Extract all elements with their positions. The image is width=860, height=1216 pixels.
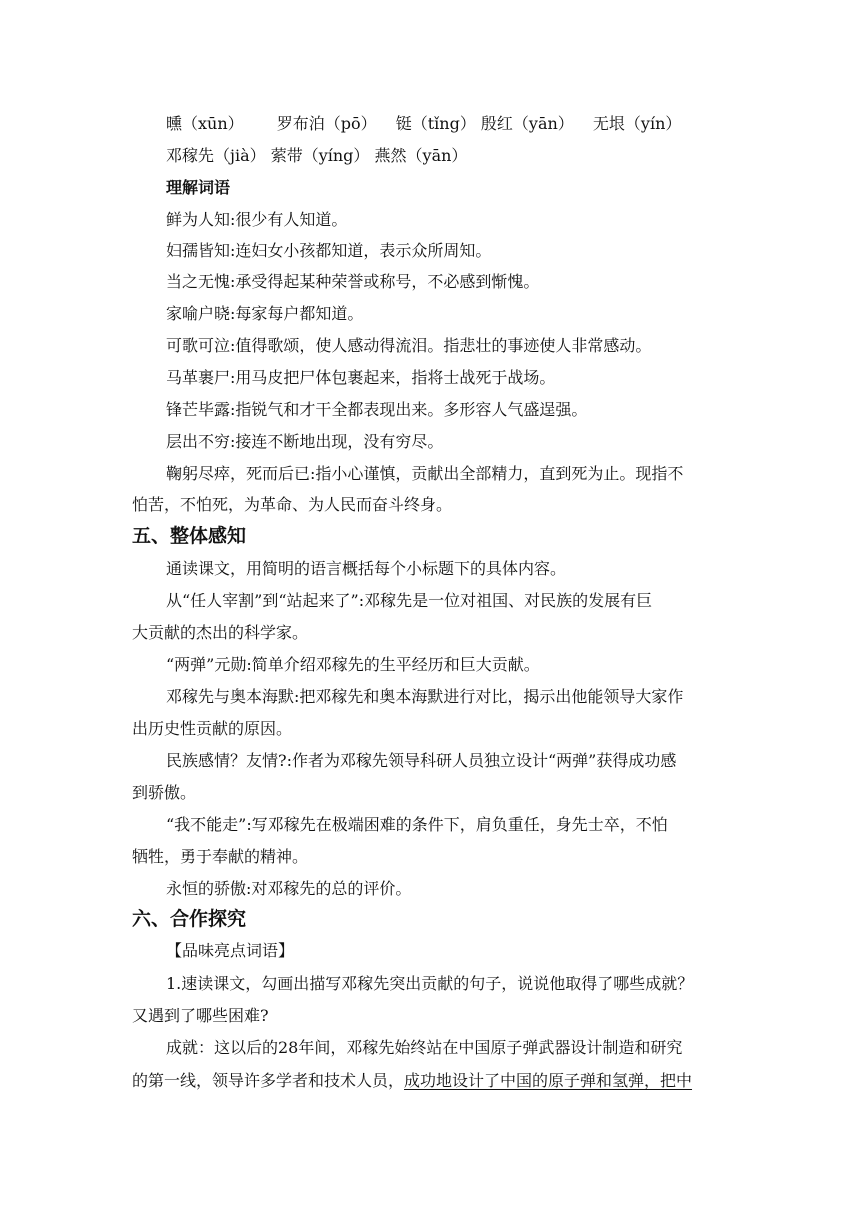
paragraph-continued: 出历史性贡献的原因。 bbox=[132, 719, 293, 738]
pinyin-line-2 bbox=[166, 143, 732, 169]
paragraph: 通读课文，用简明的语言概括每个小标题下的具体内容。 bbox=[166, 559, 567, 578]
question: 1.速读课文，勾画出描写邓稼先突出贡献的句子，说说他取得了哪些成就？ bbox=[166, 974, 694, 993]
vocab-item: 家喻户晓:每家每户都知道。 bbox=[166, 304, 364, 323]
paragraph: 民族感情？友情?:作者为邓稼先领导科研人员独立设计“两弹”获得成功感 bbox=[166, 751, 677, 770]
vocab-item: 当之无愧:承受得起某种荣誉或称号，不必感到惭愧。 bbox=[166, 272, 540, 291]
pinyin-entry: 燕然（yān） bbox=[374, 146, 468, 165]
vocab-item: 层出不穷:接连不断地出现，没有穷尽。 bbox=[166, 432, 444, 451]
paragraph: 邓稼先与奥本海默:把邓稼先和奥本海默进行对比，揭示出他能领导大家作 bbox=[166, 687, 684, 706]
pinyin-entry: 殷红（yān） bbox=[480, 114, 574, 133]
section-heading: 六、合作探究 bbox=[132, 908, 247, 930]
vocab-item: 鲜为人知:很少有人知道。 bbox=[166, 210, 348, 229]
vocab-heading: 理解词语 bbox=[166, 178, 231, 197]
paragraph: 永恒的骄傲:对邓稼先的总的评价。 bbox=[166, 879, 412, 898]
answer-text: 的第一线，领导许多学者和技术人员， bbox=[132, 1071, 405, 1090]
vocab-item: 鞠躬尽瘁，死而后已:指小心谨慎，贡献出全部精力，直到死为止。现指不 bbox=[166, 464, 684, 483]
pinyin-entry: 萦带（yíng） bbox=[270, 146, 370, 165]
subheading: 【品味亮点词语】 bbox=[166, 941, 295, 960]
vocab-item: 锋芒毕露:指锐气和才干全都表现出来。多形容人气盛逞强。 bbox=[166, 400, 588, 419]
vocab-item: 可歌可泣:值得歌颂，使人感动得流泪。指悲壮的事迹使人非常感动。 bbox=[166, 336, 652, 355]
pinyin-line-1 bbox=[166, 111, 732, 137]
pinyin-entry: 罗布泊（pō） bbox=[276, 114, 377, 133]
paragraph: “我不能走”:写邓稼先在极端困难的条件下，肩负重任，身先士卒，不怕 bbox=[166, 815, 668, 834]
answer: 成就：这以后的28年间，邓稼先始终站在中国原子弹武器设计制造和研究 bbox=[166, 1038, 683, 1057]
vocab-item-continued: 怕苦，不怕死，为革命、为人民而奋斗终身。 bbox=[132, 495, 453, 514]
paragraph-continued: 牺牲，勇于奉献的精神。 bbox=[132, 847, 309, 866]
pinyin-entry: 邓稼先（jià） bbox=[166, 146, 266, 165]
paragraph: “两弹”元勋:简单介绍邓稼先的生平经历和巨大贡献。 bbox=[166, 655, 540, 674]
question-continued: 又遇到了哪些困难? bbox=[132, 1006, 269, 1025]
paragraph: 从“任人宰割”到“站起来了”:邓稼先是一位对祖国、对民族的发展有巨 bbox=[166, 591, 653, 610]
underlined-text: 成功地设计了中国的原子弹和氢弹，把中 bbox=[404, 1071, 693, 1090]
vocab-item: 妇孺皆知:连妇女小孩都知道，表示众所周知。 bbox=[166, 241, 492, 260]
section-heading: 五、整体感知 bbox=[132, 525, 247, 547]
pinyin-entry: 铤（tǐng） bbox=[395, 114, 476, 133]
paragraph-continued: 大贡献的杰出的科学家。 bbox=[132, 623, 309, 642]
pinyin-entry: 曛（xūn） bbox=[166, 114, 244, 133]
vocab-item: 马革裹尸:用马皮把尸体包裹起来，指将士战死于战场。 bbox=[166, 368, 556, 387]
paragraph-continued: 到骄傲。 bbox=[132, 783, 197, 802]
answer-continued bbox=[132, 1068, 732, 1094]
pinyin-entry: 无垠（yín） bbox=[592, 114, 682, 133]
